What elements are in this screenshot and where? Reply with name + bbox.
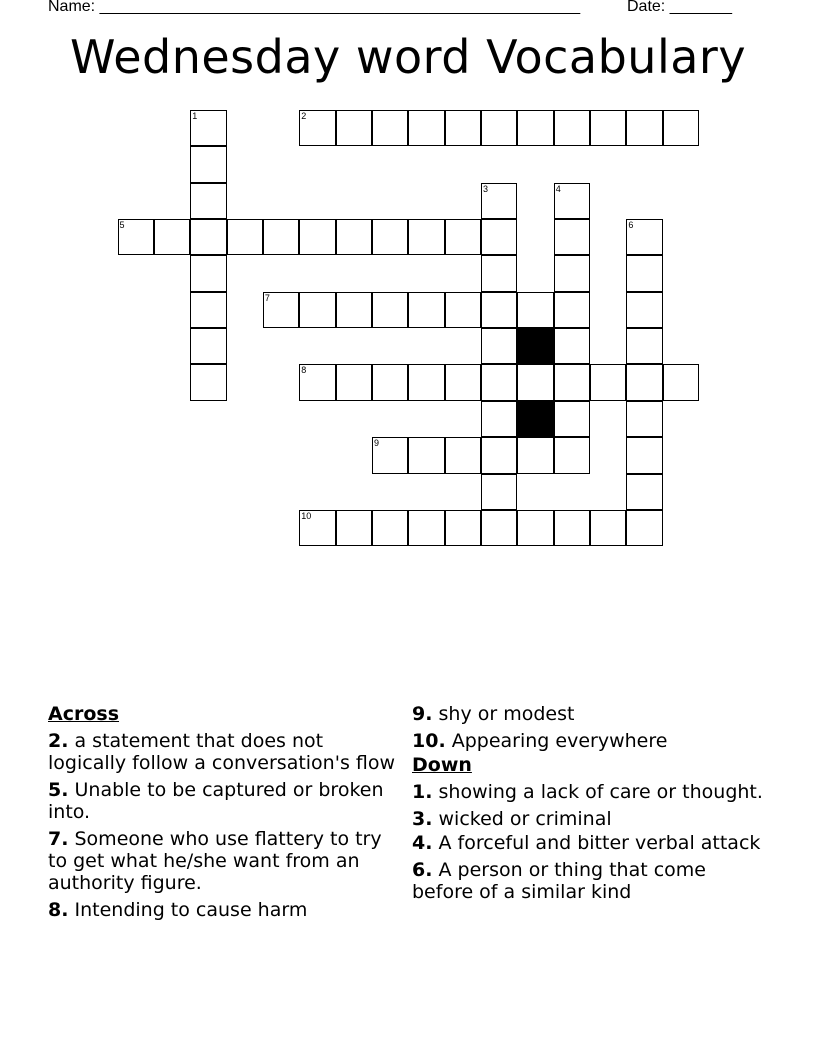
grid-cell[interactable] — [554, 219, 590, 255]
grid-cell[interactable] — [554, 292, 590, 328]
grid-cell[interactable] — [517, 292, 553, 328]
clue-text: Unable to be captured or broken into. — [48, 779, 384, 823]
grid-cell[interactable] — [263, 292, 299, 328]
grid-cell[interactable] — [626, 219, 662, 255]
grid-cell[interactable] — [481, 292, 517, 328]
grid-block — [517, 328, 553, 364]
grid-cell[interactable] — [626, 328, 662, 364]
clue-number: 10. — [412, 730, 446, 752]
clue-number: 1. — [412, 781, 433, 803]
grid-cell[interactable] — [481, 437, 517, 473]
clue-number-label: 3 — [483, 183, 489, 194]
clue-number-label: 7 — [264, 292, 270, 303]
grid-cell[interactable] — [554, 401, 590, 437]
grid-cell[interactable] — [554, 364, 590, 400]
clue-number: 6. — [412, 859, 433, 881]
grid-cell[interactable] — [626, 437, 662, 473]
grid-cell[interactable] — [481, 255, 517, 291]
grid-cell[interactable] — [445, 510, 481, 546]
grid-cell[interactable] — [517, 364, 553, 400]
grid-cell[interactable] — [663, 110, 699, 146]
grid-cell[interactable] — [554, 510, 590, 546]
grid-cell[interactable] — [590, 364, 626, 400]
grid-cell[interactable] — [554, 437, 590, 473]
grid-cell[interactable] — [626, 364, 662, 400]
grid-cell[interactable] — [408, 437, 444, 473]
clue-down-4 — [412, 832, 772, 854]
clue-text: a statement that does not logically follow a conversation's flow — [48, 730, 396, 774]
grid-cell[interactable] — [299, 292, 335, 328]
clue-across-9 — [412, 703, 772, 725]
clue-column-right — [412, 703, 772, 908]
grid-cell[interactable] — [481, 510, 517, 546]
clue-number: 5. — [48, 779, 69, 801]
grid-block — [517, 401, 553, 437]
clue-number-label: 9 — [373, 438, 379, 449]
grid-cell[interactable] — [299, 219, 335, 255]
page-title: Wednesday word Vocabulary — [69, 30, 747, 84]
clue-text: wicked or criminal — [438, 808, 612, 830]
clue-number: 3. — [412, 808, 433, 830]
grid-cell[interactable] — [481, 401, 517, 437]
grid-cell[interactable] — [445, 437, 481, 473]
grid-cell[interactable] — [408, 219, 444, 255]
clue-across-7 — [48, 828, 400, 894]
grid-cell[interactable] — [227, 219, 263, 255]
grid-cell[interactable] — [299, 510, 335, 546]
clue-down-3 — [412, 808, 772, 830]
grid-cell[interactable] — [190, 255, 226, 291]
grid-cell[interactable] — [336, 219, 372, 255]
grid-cell[interactable] — [190, 364, 226, 400]
grid-cell[interactable] — [554, 255, 590, 291]
grid-cell[interactable] — [190, 292, 226, 328]
name-field[interactable]: Name: ______________________________________________________ — [48, 0, 581, 15]
grid-cell[interactable] — [554, 328, 590, 364]
grid-cell[interactable] — [299, 110, 335, 146]
clue-number: 7. — [48, 828, 69, 850]
across-heading: Across — [48, 703, 120, 725]
clue-number: 8. — [48, 899, 69, 921]
clue-across-5 — [48, 779, 400, 823]
grid-cell[interactable] — [336, 110, 372, 146]
clue-text: showing a lack of care or thought. — [438, 781, 763, 803]
clue-number-label: 2 — [301, 111, 307, 121]
grid-cell[interactable] — [190, 219, 226, 255]
clue-down-1 — [412, 781, 772, 803]
clue-across-2 — [48, 730, 400, 774]
clue-text: A person or thing that come before of a similar kind — [412, 859, 706, 903]
grid-cell[interactable] — [372, 364, 408, 400]
clue-text: Appearing everywhere — [451, 730, 668, 752]
grid-cell[interactable] — [372, 510, 408, 546]
grid-cell[interactable] — [626, 510, 662, 546]
grid-cell[interactable] — [481, 110, 517, 146]
grid-cell[interactable] — [626, 110, 662, 146]
clue-number: 2. — [48, 730, 69, 752]
clue-down-6 — [412, 859, 772, 903]
grid-cell[interactable] — [481, 183, 517, 219]
grid-cell[interactable] — [481, 474, 517, 510]
grid-cell[interactable] — [554, 110, 590, 146]
grid-cell[interactable] — [445, 292, 481, 328]
grid-cell[interactable] — [408, 364, 444, 400]
grid-cell[interactable] — [626, 401, 662, 437]
grid-cell[interactable] — [190, 183, 226, 219]
down-heading: Down — [412, 754, 472, 776]
grid-cell[interactable] — [590, 110, 626, 146]
clue-number: 4. — [412, 832, 433, 854]
grid-cell[interactable] — [554, 183, 590, 219]
grid-cell[interactable] — [445, 110, 481, 146]
grid-cell[interactable] — [517, 437, 553, 473]
clue-number-label: 1 — [192, 111, 198, 121]
clue-text: shy or modest — [438, 703, 575, 725]
grid-cell[interactable] — [190, 328, 226, 364]
clue-number-label: 5 — [119, 220, 125, 231]
grid-cell[interactable] — [517, 110, 553, 146]
grid-cell[interactable] — [626, 292, 662, 328]
grid-cell[interactable] — [372, 219, 408, 255]
clue-column-left — [48, 703, 400, 926]
clue-text: A forceful and bitter verbal attack — [438, 832, 761, 854]
grid-cell[interactable] — [517, 510, 553, 546]
clue-text: Intending to cause harm — [74, 899, 308, 921]
grid-cell[interactable] — [408, 510, 444, 546]
grid-cell[interactable] — [408, 292, 444, 328]
clue-number-label: 8 — [301, 365, 307, 376]
grid-cell[interactable] — [626, 255, 662, 291]
grid-cell[interactable] — [445, 219, 481, 255]
clue-number-label: 10 — [301, 510, 312, 521]
grid-cell[interactable] — [263, 219, 299, 255]
clue-text: Someone who use flattery to try to get what he/she want from an authority figure. — [48, 828, 382, 894]
grid-cell[interactable] — [190, 110, 226, 146]
clue-number-label: 6 — [628, 220, 634, 231]
grid-cell[interactable] — [626, 474, 662, 510]
clue-number: 9. — [412, 703, 433, 725]
grid-cell[interactable] — [445, 364, 481, 400]
grid-cell[interactable] — [299, 364, 335, 400]
grid-cell[interactable] — [372, 437, 408, 473]
grid-cell[interactable] — [190, 146, 226, 182]
grid-cell[interactable] — [154, 219, 190, 255]
clue-across-10 — [412, 730, 772, 752]
grid-cell[interactable] — [372, 110, 408, 146]
grid-cell[interactable] — [372, 292, 408, 328]
grid-cell[interactable] — [481, 219, 517, 255]
grid-cell[interactable] — [336, 292, 372, 328]
grid-cell[interactable] — [408, 110, 444, 146]
clue-number-label: 4 — [555, 183, 561, 194]
grid-cell[interactable] — [590, 510, 626, 546]
grid-cell[interactable] — [118, 219, 154, 255]
grid-cell[interactable] — [481, 328, 517, 364]
grid-cell[interactable] — [336, 510, 372, 546]
date-field[interactable]: Date: _______ — [627, 0, 732, 15]
grid-cell[interactable] — [481, 364, 517, 400]
clue-across-8 — [48, 899, 400, 921]
grid-cell[interactable] — [336, 364, 372, 400]
grid-cell[interactable] — [663, 364, 699, 400]
